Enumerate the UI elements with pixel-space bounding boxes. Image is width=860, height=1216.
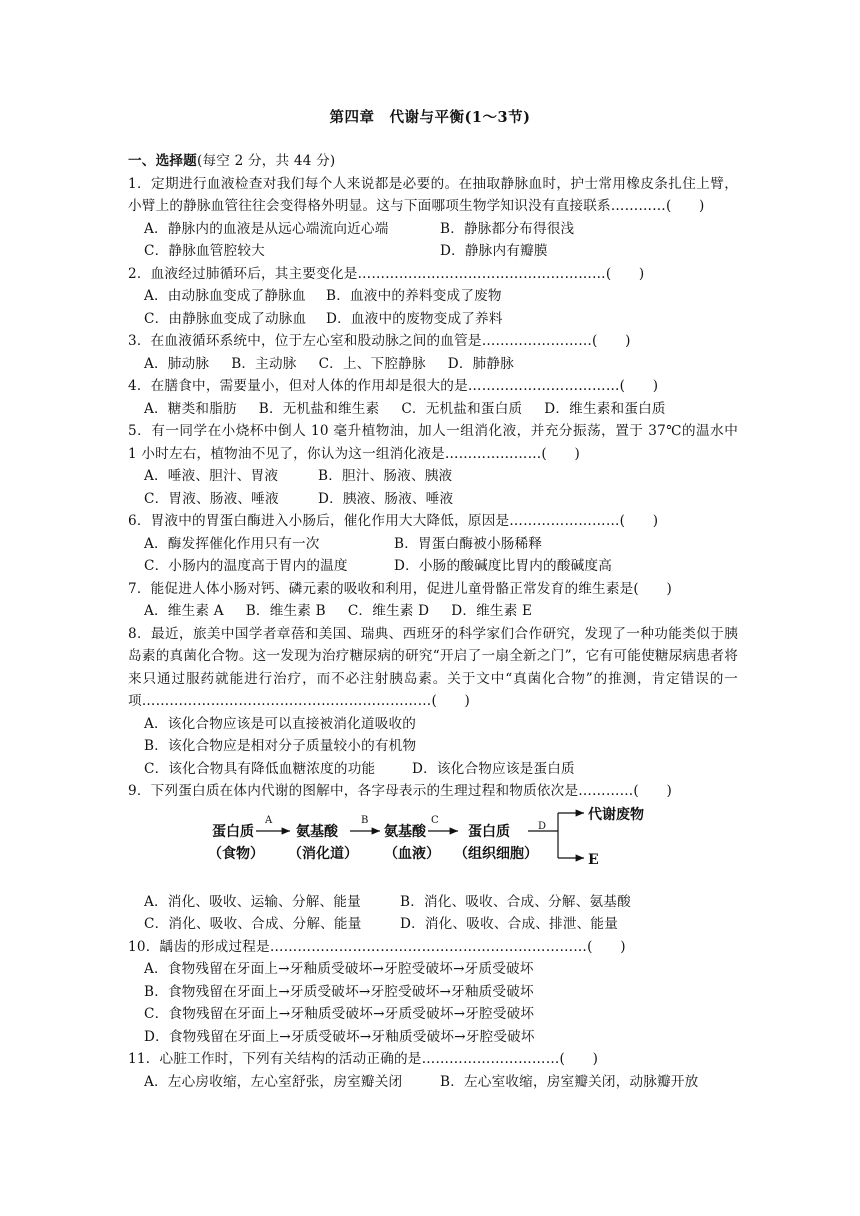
option: D．胰液、肠液、唾液 <box>318 490 454 507</box>
option: C．维生素 D <box>347 603 430 619</box>
question-stem: 5．有一同学在小烧杯中倒人 10 毫升植物油，加人一组消化液，并充分振荡，置于 37℃的温水中 1 小时左右，植物油不见了，你认为这一组消化液是…………………( ) <box>128 423 738 462</box>
output-e: E <box>588 851 599 868</box>
option: C．小肠内的温度高于胃内的温度 <box>144 558 348 574</box>
option-row <box>128 600 738 623</box>
section-heading <box>128 150 738 173</box>
arrow-label-a: A <box>265 814 273 826</box>
option-row <box>128 1071 738 1094</box>
option: A．唾液、胆汁、胃液 <box>144 468 279 484</box>
option-row <box>128 533 738 556</box>
option: C．食物残留在牙面上→牙釉质受破坏→牙质受破坏→牙腔受破坏 <box>144 1006 535 1022</box>
option: B．胃蛋白酶被小肠稀释 <box>394 535 543 552</box>
option-row <box>128 353 738 376</box>
option: A．左心房收缩，左心室舒张，房室瓣关闭 <box>144 1073 403 1090</box>
question-stem: 8．最近，旅美中国学者章蓓和美国、瑞典、西班牙的科学家们合作研究，发现了一种功能类似于胰岛素的真菌化合物。这一发现为治疗糖尿病的研究“开启了一扇全新之门”，它有可能使糖尿病患者将来只通过服药就能进行治疗，而不必注射胰岛素。关于文中“真菌化合物”的推测，肯定错误的一项………………………………………………………( ) <box>128 625 738 709</box>
question-stem: 4．在膳食中，需要量小，但对人体的作用却是很大的是……………………………( ) <box>128 378 659 394</box>
output-waste: 代谢废物 <box>588 806 644 823</box>
option-row <box>128 240 738 263</box>
option-row <box>128 465 738 488</box>
option: C．该化合物具有降低血糖浓度的功能 <box>144 760 376 777</box>
option-row <box>128 308 738 331</box>
option: A．该化合物应该是可以直接被消化道吸收的 <box>144 715 417 732</box>
option: A．食物残留在牙面上→牙釉质受破坏→牙腔受破坏→牙质受破坏 <box>144 961 534 977</box>
option: B．食物残留在牙面上→牙质受破坏→牙腔受破坏→牙釉质受破坏 <box>144 983 534 1000</box>
option: D．肺静脉 <box>447 355 515 372</box>
arrow-label-b: B <box>361 814 369 826</box>
option-row <box>128 758 738 781</box>
option: B．维生素 B <box>245 603 326 619</box>
option-row <box>128 488 738 511</box>
option-row <box>128 555 738 578</box>
option: D．维生素 E <box>451 603 533 619</box>
option: A．肺动脉 <box>144 355 210 372</box>
option: B．消化、吸收、合成、分解、氨基酸 <box>400 893 631 910</box>
option: A．消化、吸收、运输、分解、能量 <box>144 893 361 910</box>
node-protein-tissue-label: （组织细胞） <box>454 845 538 862</box>
arrow-label-d: D <box>538 820 547 832</box>
option: D．维生素和蛋白质 <box>544 400 666 417</box>
option: A．酶发挥催化作用只有一次 <box>144 535 320 552</box>
question-list <box>128 150 738 1093</box>
option: B．该化合物应是相对分子质量较小的有机物 <box>144 738 417 754</box>
option: C．静脉血管腔较大 <box>144 243 265 259</box>
option: B．主动脉 <box>231 355 297 372</box>
option: A．由动脉血变成了静脉血 <box>144 288 306 304</box>
option: C．上、下腔静脉 <box>318 355 426 372</box>
question-stem: 9．下列蛋白质在体内代谢的图解中，各字母表示的生理过程和物质依次是…………( ) <box>128 783 673 799</box>
node-protein-food-label: （食物） <box>208 845 264 862</box>
option-row <box>128 285 738 308</box>
option: C．由静脉血变成了动脉血 <box>144 310 307 327</box>
option: B．无机盐和维生素 <box>258 400 380 417</box>
question-stem: 3．在血液循环系统中，位于左心室和股动脉之间的血管是……………………( ) <box>128 333 631 349</box>
option: B．静脉都分布得很浅 <box>440 220 575 237</box>
question-stem: 1．定期进行血液检查对我们每个人来说都是必要的。在抽取静脉血时，护士常用橡皮条扎住上臂，小臂上的静脉血管往往会变得格外明显。这与下面哪项生物学知识没有直接联系…………( ) <box>128 175 738 214</box>
node-amino-tract: 氨基酸 <box>296 823 338 840</box>
option-row <box>128 218 738 241</box>
question-stem: 6．胃液中的胃蛋白酶进入小肠后，催化作用大大降低，原因是……………………( ) <box>128 513 659 529</box>
option: A．维生素 A <box>144 603 224 619</box>
node-protein-food: 蛋白质 <box>212 823 254 840</box>
node-amino-blood: 氨基酸 <box>384 823 426 840</box>
option: D．消化、吸收、合成、排泄、能量 <box>400 916 619 932</box>
node-amino-tract-label: （消化道） <box>288 845 358 862</box>
option-row <box>128 398 738 421</box>
option: D．该化合物应该是蛋白质 <box>412 760 575 777</box>
option: B．胆汁、肠液、胰液 <box>318 468 453 484</box>
question-stem: 11．心脏工作时，下列有关结构的活动正确的是…………………………( ) <box>128 1051 599 1067</box>
option: A．糖类和脂肪 <box>144 400 237 417</box>
option: D．小肠的酸碱度比胃内的酸碱度高 <box>394 558 613 574</box>
option-row <box>128 913 738 936</box>
option: B．血液中的养料变成了废物 <box>326 288 502 304</box>
question-stem: 7．能促进人体小肠对钙、磷元素的吸收和利用，促进儿童骨骼正常发育的维生素是( ) <box>128 580 673 597</box>
node-protein-tissue: 蛋白质 <box>468 823 510 840</box>
option: C．消化、吸收、合成、分解、能量 <box>144 916 362 932</box>
option: A．静脉内的血液是从远心端流向近心端 <box>144 220 389 237</box>
question-stem: 10．龋齿的形成过程是……………………………………………………………( ) <box>128 938 626 955</box>
option: C．胃液、肠液、唾液 <box>144 490 279 507</box>
option: D．血液中的废物变成了养料 <box>326 310 503 327</box>
protein-metabolism-diagram <box>128 803 738 891</box>
node-amino-blood-label: （血液） <box>384 845 440 862</box>
section-note: (每空 2 分，共 44 分) <box>196 153 336 169</box>
option: D．静脉内有瓣膜 <box>440 243 548 259</box>
option: B．左心室收缩，房室瓣关闭，动脉瓣开放 <box>440 1073 699 1090</box>
diagram-svg <box>128 803 738 891</box>
option-row <box>128 891 738 914</box>
option: C．无机盐和蛋白质 <box>401 400 523 417</box>
question-stem: 2．血液经过肺循环后，其主要变化是………………………………………………( ) <box>128 265 645 282</box>
section-name: 一、选择题 <box>128 153 197 169</box>
arrow-label-c: C <box>431 814 439 826</box>
option: D．食物残留在牙面上→牙质受破坏→牙釉质受破坏→牙腔受破坏 <box>144 1028 535 1045</box>
page-title: 第四章 代谢与平衡(1～3节) <box>329 109 531 126</box>
